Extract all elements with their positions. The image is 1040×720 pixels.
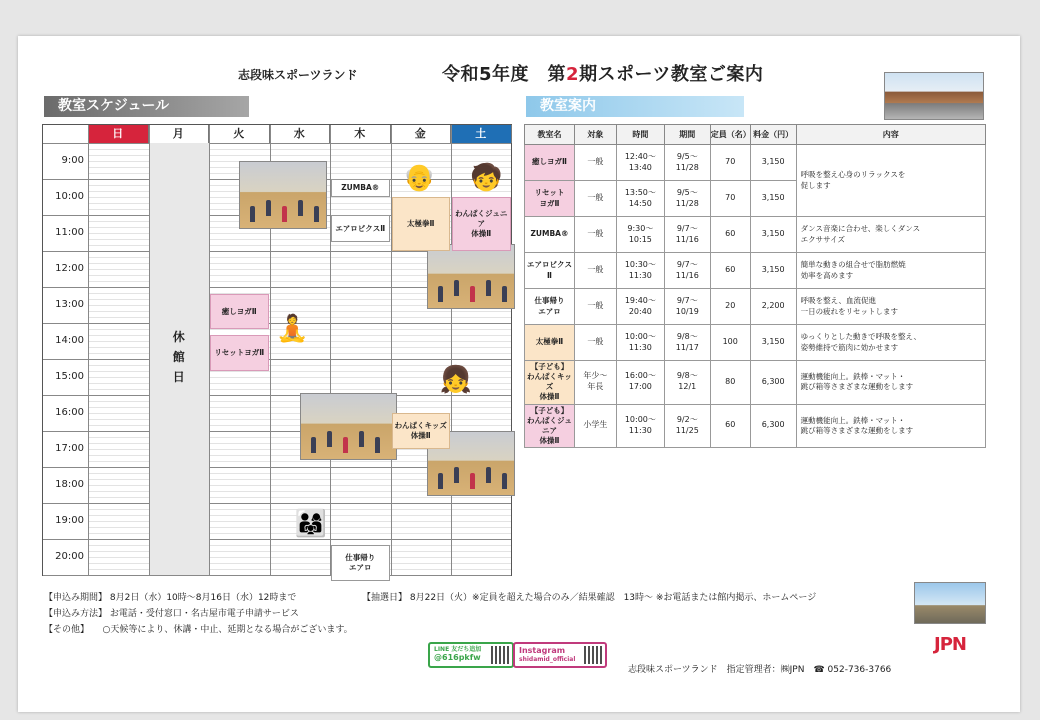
info-cell-name: 太極拳Ⅱ	[525, 325, 575, 361]
class-info-table	[524, 124, 986, 448]
person-figure	[486, 467, 491, 483]
day-header: 水	[270, 125, 331, 143]
closed-day-char: 館	[172, 349, 185, 364]
building-photo	[884, 72, 984, 120]
person-figure	[502, 286, 507, 302]
page-title	[442, 60, 763, 86]
info-column-header: 期間	[664, 125, 710, 145]
info-cell-fee: 3,150	[750, 181, 796, 217]
person-figure	[314, 206, 319, 222]
grid-header-divider	[43, 143, 511, 144]
time-label: 10:00	[55, 191, 84, 202]
closed-day-char: 日	[172, 369, 185, 384]
class-block[interactable]: 太極拳Ⅱ	[392, 197, 451, 251]
guide-section-title: 教室案内	[526, 96, 744, 117]
info-cell-time: 12:40〜 13:40	[616, 145, 664, 181]
info-cell-time: 10:00〜 11:30	[616, 325, 664, 361]
info-cell-period: 9/5〜 11/28	[664, 181, 710, 217]
grid-column-line	[88, 125, 89, 575]
instagram-badge-label: Instagram	[519, 646, 566, 655]
info-cell-period: 9/2〜 11/25	[664, 404, 710, 448]
time-label: 12:00	[55, 263, 84, 274]
table-row	[525, 404, 986, 448]
table-row	[525, 145, 986, 181]
info-table-body	[525, 145, 986, 448]
info-cell-target: 一般	[574, 325, 616, 361]
info-table-header	[525, 125, 986, 145]
person-figure	[298, 200, 303, 216]
info-cell-capacity: 60	[710, 217, 750, 253]
info-cell-time: 16:00〜 17:00	[616, 361, 664, 405]
info-cell-period: 9/7〜 10/19	[664, 289, 710, 325]
info-cell-name: ZUMBA®	[525, 217, 575, 253]
grid-column-line	[391, 125, 392, 575]
line-badge[interactable]	[428, 642, 514, 668]
class-photo	[427, 244, 515, 309]
line-badge-id: @616pkfw	[434, 653, 481, 663]
flyer-sheet	[18, 36, 1020, 712]
info-cell-target: 一般	[574, 145, 616, 181]
class-photo	[300, 393, 397, 460]
time-label: 19:00	[55, 515, 84, 526]
info-cell-target: 一般	[574, 253, 616, 289]
info-cell-capacity: 70	[710, 145, 750, 181]
table-row	[525, 253, 986, 289]
info-cell-fee: 3,150	[750, 253, 796, 289]
info-cell-period: 9/7〜 11/16	[664, 253, 710, 289]
info-cell-time: 13:50〜 14:50	[616, 181, 664, 217]
time-label: 13:00	[55, 299, 84, 310]
info-cell-desc: 運動機能向上。鉄棒・マット・ 跳び箱等さまざまな運動をします	[796, 361, 985, 405]
time-label: 15:00	[55, 371, 84, 382]
person-figure	[438, 473, 443, 489]
time-label: 16:00	[55, 407, 84, 418]
field-photo	[914, 582, 986, 624]
info-cell-capacity: 70	[710, 181, 750, 217]
person-figure	[375, 437, 380, 453]
grid-hour-line	[43, 503, 511, 504]
info-cell-target: 一般	[574, 217, 616, 253]
info-cell-fee: 2,200	[750, 289, 796, 325]
time-label: 11:00	[55, 227, 84, 238]
class-block[interactable]: 癒しヨガⅡ	[210, 294, 269, 329]
class-block[interactable]: リセットヨガⅡ	[210, 335, 269, 371]
other-notes: 【その他】 ○天候等により、休講・中止、延期となる場合がございます。	[44, 625, 353, 635]
person-figure	[502, 473, 507, 489]
contact-info: 志段味スポーツランド 指定管理者：㈱JPN ☎ 052-736-3766	[628, 665, 892, 675]
line-badge-label: LINE 友だち追加	[434, 646, 482, 653]
line-qr-icon	[491, 646, 509, 664]
info-cell-desc: 簡単な動きの組合せで脂肪燃焼 効率を高めます	[796, 253, 985, 289]
title-prefix: 令和5年度 第	[442, 64, 567, 85]
person-figure	[454, 280, 459, 296]
info-cell-time: 10:30〜 11:30	[616, 253, 664, 289]
info-cell-target: 一般	[574, 289, 616, 325]
schedule-section-title: 教室スケジュール	[44, 96, 249, 117]
person-figure	[311, 437, 316, 453]
smiling-elder-illustration: 👴	[403, 163, 436, 193]
person-figure	[486, 280, 491, 296]
info-cell-name: 癒しヨガⅡ	[525, 145, 575, 181]
info-cell-capacity: 20	[710, 289, 750, 325]
info-cell-name: 【子ども】 わんぱくジュニア 体操Ⅱ	[525, 404, 575, 448]
table-row	[525, 289, 986, 325]
person-figure	[438, 286, 443, 302]
class-block[interactable]: 仕事帰り エアロ	[331, 545, 390, 581]
person-figure	[266, 200, 271, 216]
info-cell-time: 9:30〜 10:15	[616, 217, 664, 253]
info-cell-fee: 3,150	[750, 325, 796, 361]
info-column-header: 内容	[796, 125, 985, 145]
children-group-illustration: 👨‍👩‍👧	[294, 508, 327, 539]
instagram-badge-id: shidamid_official	[519, 655, 576, 663]
info-cell-target: 年少〜 年長	[574, 361, 616, 405]
info-cell-name: エアロビクスⅡ	[525, 253, 575, 289]
instagram-badge[interactable]	[513, 642, 607, 668]
jpn-logo: JPN	[934, 634, 966, 655]
info-cell-period: 9/8〜 12/1	[664, 361, 710, 405]
day-header: 日	[88, 125, 149, 143]
person-figure	[343, 437, 348, 453]
class-block[interactable]: わんぱくキッズ 体操Ⅱ	[392, 413, 451, 449]
person-figure	[282, 206, 287, 222]
info-cell-period: 9/8〜 11/17	[664, 325, 710, 361]
info-cell-time: 10:00〜 11:30	[616, 404, 664, 448]
class-block[interactable]: わんぱくジュニア 体操Ⅱ	[452, 197, 511, 251]
info-cell-fee: 6,300	[750, 361, 796, 405]
table-row	[525, 325, 986, 361]
info-cell-time: 19:40〜 20:40	[616, 289, 664, 325]
info-cell-capacity: 60	[710, 404, 750, 448]
person-figure	[454, 467, 459, 483]
info-cell-name: リセット ヨガⅡ	[525, 181, 575, 217]
time-label: 20:00	[55, 551, 84, 562]
time-label: 17:00	[55, 443, 84, 454]
grid-hour-line	[43, 575, 511, 576]
table-row	[525, 217, 986, 253]
grid-hour-line	[43, 359, 511, 360]
day-header: 月	[149, 125, 210, 143]
person-figure	[470, 473, 475, 489]
apply-period: 【申込み期間】 8月2日（水）10時〜8月16日（水）12時まで	[44, 593, 297, 603]
info-cell-capacity: 60	[710, 253, 750, 289]
closed-day-label	[149, 327, 210, 387]
info-cell-desc: 呼吸を整え、血流促進 一日の疲れをリセットします	[796, 289, 985, 325]
lottery-info: 【抽選日】 8月22日（火）※定員を超えた場合のみ／結果確認 13時〜 ※お電話または館内掲示、ホームページ	[362, 593, 817, 603]
grid-hour-line	[43, 539, 511, 540]
title-suffix: 期スポーツ教室ご案内	[579, 64, 764, 85]
child-figure-illustration: 👧	[439, 364, 473, 395]
schedule-grid	[42, 124, 512, 576]
grid-column-line	[451, 125, 452, 575]
info-cell-target: 小学生	[574, 404, 616, 448]
person-figure	[359, 431, 364, 447]
table-row	[525, 361, 986, 405]
apply-method: 【申込み方法】 お電話・受付窓口・名古屋市電子申請サービス	[44, 609, 299, 619]
yoga-pose-illustration: 🧘	[276, 314, 309, 345]
day-header: 金	[391, 125, 452, 143]
child-exercise-illustration: 🧒	[469, 163, 503, 193]
info-cell-period: 9/7〜 11/16	[664, 217, 710, 253]
person-figure	[470, 286, 475, 302]
info-cell-capacity: 80	[710, 361, 750, 405]
day-header: 土	[451, 125, 512, 143]
info-cell-fee: 3,150	[750, 145, 796, 181]
info-cell-desc: ダンス音楽に合わせ、楽しくダンス エクササイズ	[796, 217, 985, 253]
time-label: 9:00	[61, 155, 84, 166]
info-column-header: 定員（名）	[710, 125, 750, 145]
venue-name: 志段味スポーツランド	[238, 68, 358, 82]
day-header: 火	[209, 125, 270, 143]
info-column-header: 時間	[616, 125, 664, 145]
info-column-header: 料金（円）	[750, 125, 796, 145]
info-cell-desc: ゆっくりとした動きで呼吸を整え、 姿勢維持で筋肉に効かせます	[796, 325, 985, 361]
class-block[interactable]: エアロビクスⅡ	[331, 215, 390, 242]
class-block[interactable]: ZUMBA®	[331, 179, 390, 197]
info-cell-desc: 呼吸を整え心身のリラックスを 促します	[796, 145, 985, 217]
day-header: 木	[330, 125, 391, 143]
info-column-header: 対象	[574, 125, 616, 145]
time-label: 14:00	[55, 335, 84, 346]
info-cell-name: 仕事帰り エアロ	[525, 289, 575, 325]
info-cell-name: 【子ども】 わんぱくキッズ 体操Ⅱ	[525, 361, 575, 405]
title-term-number: 2	[566, 64, 580, 85]
info-cell-fee: 3,150	[750, 217, 796, 253]
time-label: 18:00	[55, 479, 84, 490]
person-figure	[327, 431, 332, 447]
info-cell-fee: 6,300	[750, 404, 796, 448]
info-cell-target: 一般	[574, 181, 616, 217]
info-cell-capacity: 100	[710, 325, 750, 361]
info-cell-desc: 運動機能向上。鉄棒・マット・ 跳び箱等さまざまな運動をします	[796, 404, 985, 448]
info-cell-period: 9/5〜 11/28	[664, 145, 710, 181]
info-column-header: 教室名	[525, 125, 575, 145]
class-photo	[239, 161, 327, 229]
instagram-qr-icon	[584, 646, 602, 664]
closed-day-char: 休	[172, 329, 185, 344]
person-figure	[250, 206, 255, 222]
